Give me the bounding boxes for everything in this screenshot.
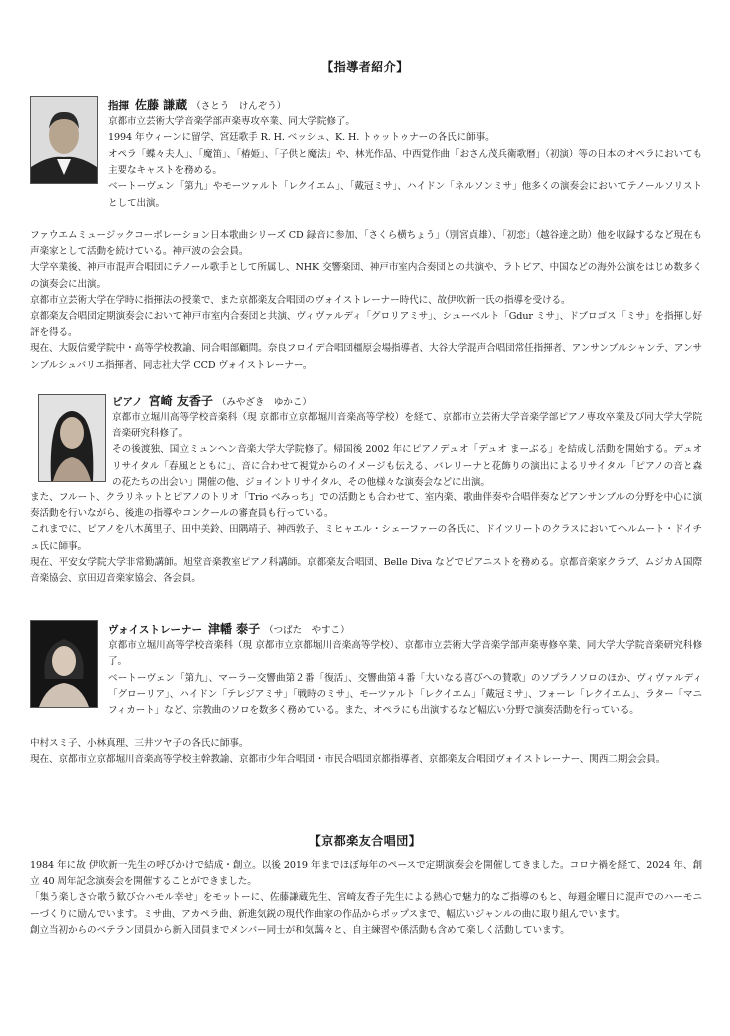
profile-paragraph: 京都楽友合唱団定期演奏会において神戸市室内合奏団と共演、ヴィヴァルディ「グロリアミサ」、シューベルト「Gdur ミサ」、ドブロゴス「ミサ」を指揮し好評を得る。 <box>30 311 702 339</box>
portrait-photo-miyazaki <box>38 394 106 482</box>
profile-header <box>112 394 702 410</box>
profile-reading: （つばた やすこ） <box>264 625 350 636</box>
profile-name: 津幡 泰子 <box>207 622 261 636</box>
profile-paragraph: ベートーヴェン「第九」、マーラー交響曲第２番「復活」、交響曲第４番「大いなる喜びへの賛歌」のソプラノソロのほか、ヴィヴァルディ「グローリア」、ハイドン「テレジアミサ」「戦時のミサ」、モーツァルト「レクイエム」「戴冠ミサ」、フォーレ「レクイエム」、ラター「マニフィカート」など、宗教曲のソロを数多く務めている。また、オペラにも出演するなど幅広い分野で演奏活動を行っている。 <box>108 673 702 717</box>
profile-paragraph: 中村スミ子、小林真理、三井ツヤ子の各氏に師事。 <box>30 738 249 749</box>
profile-paragraph: これまでに、ピアノを八木萬里子、田中美鈴、田隅靖子、神西敦子、ミヒャエル・シェーファーの各氏に、ドイツリートのクラスにおいてヘルムート・ドイチュ氏に師事。 <box>30 524 702 552</box>
profile-header <box>108 98 702 114</box>
choir-paragraph: 「集う楽しさ☆歌う歓び☆ハモル幸せ」をモットーに、佐藤謙蔵先生、宮崎友香子先生による熱心で魅力的なご指導のもと、毎週金曜日に混声でのハーモニーづくりに励んでいます。ミサ曲、アカペラ曲、新進気鋭の現代作曲家の作品からポップスまで、幅広いジャンルの曲に取り組んでいます。 <box>30 892 702 920</box>
choir-paragraph: 創立当初からのベテラン団員から新入団員までメンバー同士が和気藹々と、自主練習や係活動も含めて楽しく活動しています。 <box>30 924 570 936</box>
profile-role: ピアノ <box>112 396 143 408</box>
profile-paragraph: 現在、平安女学院大学非常勤講師。旭堂音楽教室ピアノ科講師。京都楽友合唱団、Belle Diva などでピアニストを務める。京都音楽家クラブ、ムジカＡ国際音楽協会、京田辺音楽家協会、各会員。 <box>30 556 702 585</box>
profile-paragraph: 京都市立芸術大学在学時に指揮法の授業で、また京都楽友合唱団のヴォイストレーナー時代に、故伊吹新一氏の指導を受ける。 <box>30 294 571 306</box>
instructors-section-title: 【指導者紹介】 <box>321 60 409 74</box>
profile-paragraph: 京都市立芸術大学音楽学部声楽専攻卒業、同大学院修了。 <box>108 116 355 127</box>
profile-paragraph: 京都市立堀川高等学校音楽科（現 京都市立京都堀川音楽高等学校）、京都市立芸術大学音楽学部声楽専修卒業、同大学大学院音楽研究科修了。 <box>108 640 702 668</box>
profile-paragraph: 現在、大阪信愛学院中・高等学校教諭、同合唱部顧問。奈良フロイデ合唱団橿原会場指導者、大谷大学混声合唱団常任指揮者、アンサンブルシャンテ、アンサンブルシュバリエ指揮者、同志社大学 CCD ヴォイストレーナー。 <box>30 343 702 371</box>
profile-name: 宮崎 友香子 <box>148 394 213 408</box>
profile-paragraph: 現在、京都市立京都堀川音楽高等学校主幹教諭、京都市少年合唱団・市民合唱団京都指導者、京都楽友合唱団ヴォイストレーナー、関西二期会会員。 <box>30 754 666 766</box>
profile-paragraph: ベートーヴェン「第九」やモーツァルト「レクイエム」、「戴冠ミサ」、ハイドン「ネルソンミサ」他多くの演奏会においてテノールソリストとして出演。 <box>108 181 702 209</box>
profile-reading: （さとう けんぞう） <box>191 101 287 112</box>
profile-paragraph: また、フルート、クラリネットとピアノのトリオ「Trio べみっち」での活動とも合わせて、室内楽、歌曲伴奏や合唱伴奏などアンサンブルの分野を中心に演奏活動を行いながら、後進の指導やコンクールの審査員も行っている。 <box>30 492 702 520</box>
profile-paragraph: 1994 年ウィーンに留学、宮廷歌手 R. H. ベッシュ、K. H. トゥットゥナーの各氏に師事。 <box>108 132 495 144</box>
portrait-photo-sato <box>30 96 98 184</box>
profile-name: 佐藤 謙蔵 <box>135 98 188 112</box>
profile-role: 指揮 <box>108 100 129 112</box>
profile-paragraph: 大学卒業後、神戸市混声合唱団にテノール歌手として所属し、NHK 交響楽団、神戸市室内合奏団との共演や、ラトビア、中国などの海外公演をはじめ数多くの演奏会に出演。 <box>30 262 702 290</box>
profile-paragraph: オペラ「蝶々夫人」、「魔笛」、「椿姫」、「子供と魔法」や、林光作品、中西覚作曲「おさん茂兵衛歌暦」（初演）等の日本のオペラにおいても主要なキャストを務める。 <box>108 149 702 177</box>
profile-paragraph: ファウエムミュージックコーポレーション日本歌曲シリーズ CD 録音に参加、「さくら横ちょう」（別宮貞雄）、「初恋」（越谷達之助）他を収録するなど現在も声楽家として活動を続けている。神戸波の会会員。 <box>30 230 702 258</box>
choir-paragraph: 1984 年に故 伊吹新一先生の呼びかけで結成・創立。以後 2019 年までほぼ毎年のペースで定期演奏会を開催してきました。コロナ禍を経て、2024 年、創立 40 周年記念演奏会を開催することができました。 <box>30 860 702 888</box>
profile-paragraph: 京都市立堀川高等学校音楽科（現 京都市立京都堀川音楽高等学校）を経て、京都市立芸術大学音楽学部ピアノ専攻卒業及び同大学大学院音楽研究科修了。 <box>112 412 702 440</box>
profile-header <box>108 622 702 638</box>
profile-paragraph: その後渡独、国立ミュンヘン音楽大学大学院修了。帰国後 2002 年にピアノデュオ「デュオ まーぶる」を結成し活動を開始する。デュオリサイタル「春風とともに」、音に合わせて視覚からのイメージも伝える、バレリーナと花飾りの演出によるリサイタル「ピアノの音と森の花たちの出会い」開催の他、ジョイントリサイタル、その他様々な演奏会などに出演。 <box>112 444 702 488</box>
profile-role: ヴォイストレーナー <box>108 624 202 636</box>
choir-section-title: 【京都楽友合唱団】 <box>308 834 422 848</box>
portrait-photo-tsubata <box>30 620 98 708</box>
profile-reading: （みやざき ゆかこ） <box>216 397 312 408</box>
choir-description <box>30 858 702 939</box>
